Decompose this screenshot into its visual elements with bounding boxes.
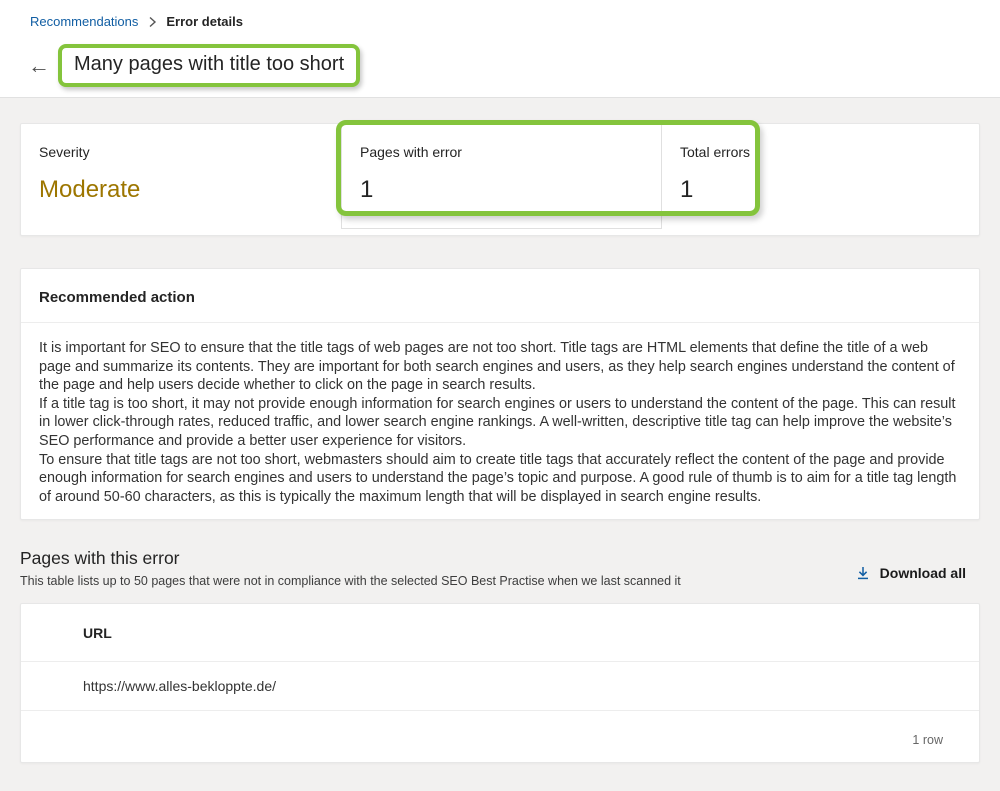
stat-severity	[21, 124, 341, 235]
table-row-count: 1 row	[912, 733, 943, 747]
recommended-action-card	[20, 268, 980, 520]
recommended-action-body	[21, 323, 979, 506]
pages-with-error-header	[20, 548, 980, 596]
stat-severity-label: Severity	[39, 144, 90, 160]
stats-card	[20, 123, 980, 236]
recommended-action-heading: Recommended action	[21, 269, 979, 323]
breadcrumb-current: Error details	[166, 14, 243, 29]
stat-total-label: Total errors	[680, 144, 751, 160]
recommended-paragraph: It is important for SEO to ensure that the title tags of web pages are not too short. Title tags are HTML elements that define the title of a web page and summarize its contents. They are important for both search engines and users, as they help search engines understand the content of the page and help users decide whether to click on the page in search results.	[39, 340, 955, 394]
stat-severity-value: Moderate	[39, 176, 141, 203]
table-cell-url: https://www.alles-bekloppte.de/	[83, 678, 276, 694]
stat-total-value: 1	[680, 176, 694, 203]
download-all-button[interactable]	[855, 565, 966, 581]
back-arrow-icon[interactable]: ←	[28, 52, 50, 78]
table-row	[21, 662, 979, 711]
recommended-paragraph: If a title tag is too short, it may not provide enough information for search engines or users to understand the content of the page. This can result in lower click-through rates, reduced traffic, and lower search engine rankings. A well-written, descriptive title tag can help improve the website’s SEO performance and provide a better user experience for visitors.	[39, 395, 956, 449]
table-column-url: URL	[83, 624, 112, 641]
stat-pages-value: 1	[360, 176, 374, 203]
download-icon	[855, 565, 871, 581]
title-row	[28, 44, 360, 87]
download-all-label: Download all	[879, 565, 966, 581]
stat-pages-with-error	[341, 124, 662, 229]
page-header	[0, 0, 1000, 98]
breadcrumb-chevron-icon	[146, 16, 158, 28]
table-header-row	[21, 604, 979, 662]
stat-pages-label: Pages with error	[360, 144, 462, 160]
pages-table-card	[20, 603, 980, 763]
pages-with-error-subtitle: This table lists up to 50 pages that were not in compliance with the selected SEO Best Practise when we last scanned it	[20, 574, 681, 588]
page-title: Many pages with title too short	[58, 44, 360, 87]
stat-total-errors	[662, 124, 979, 235]
pages-with-error-title: Pages with this error	[20, 548, 180, 568]
recommended-paragraph: To ensure that title tags are not too short, webmasters should aim to create title tags that accurately reflect the content of the page and provide enough information for search engines and users to understand the page’s topic and purpose. A good rule of thumb is to aim for a title tag length of around 50-60 characters, as this is typically the maximum length that will be displayed in search engine results.	[39, 451, 957, 505]
breadcrumb	[30, 14, 243, 29]
breadcrumb-recommendations-link[interactable]: Recommendations	[30, 14, 139, 29]
